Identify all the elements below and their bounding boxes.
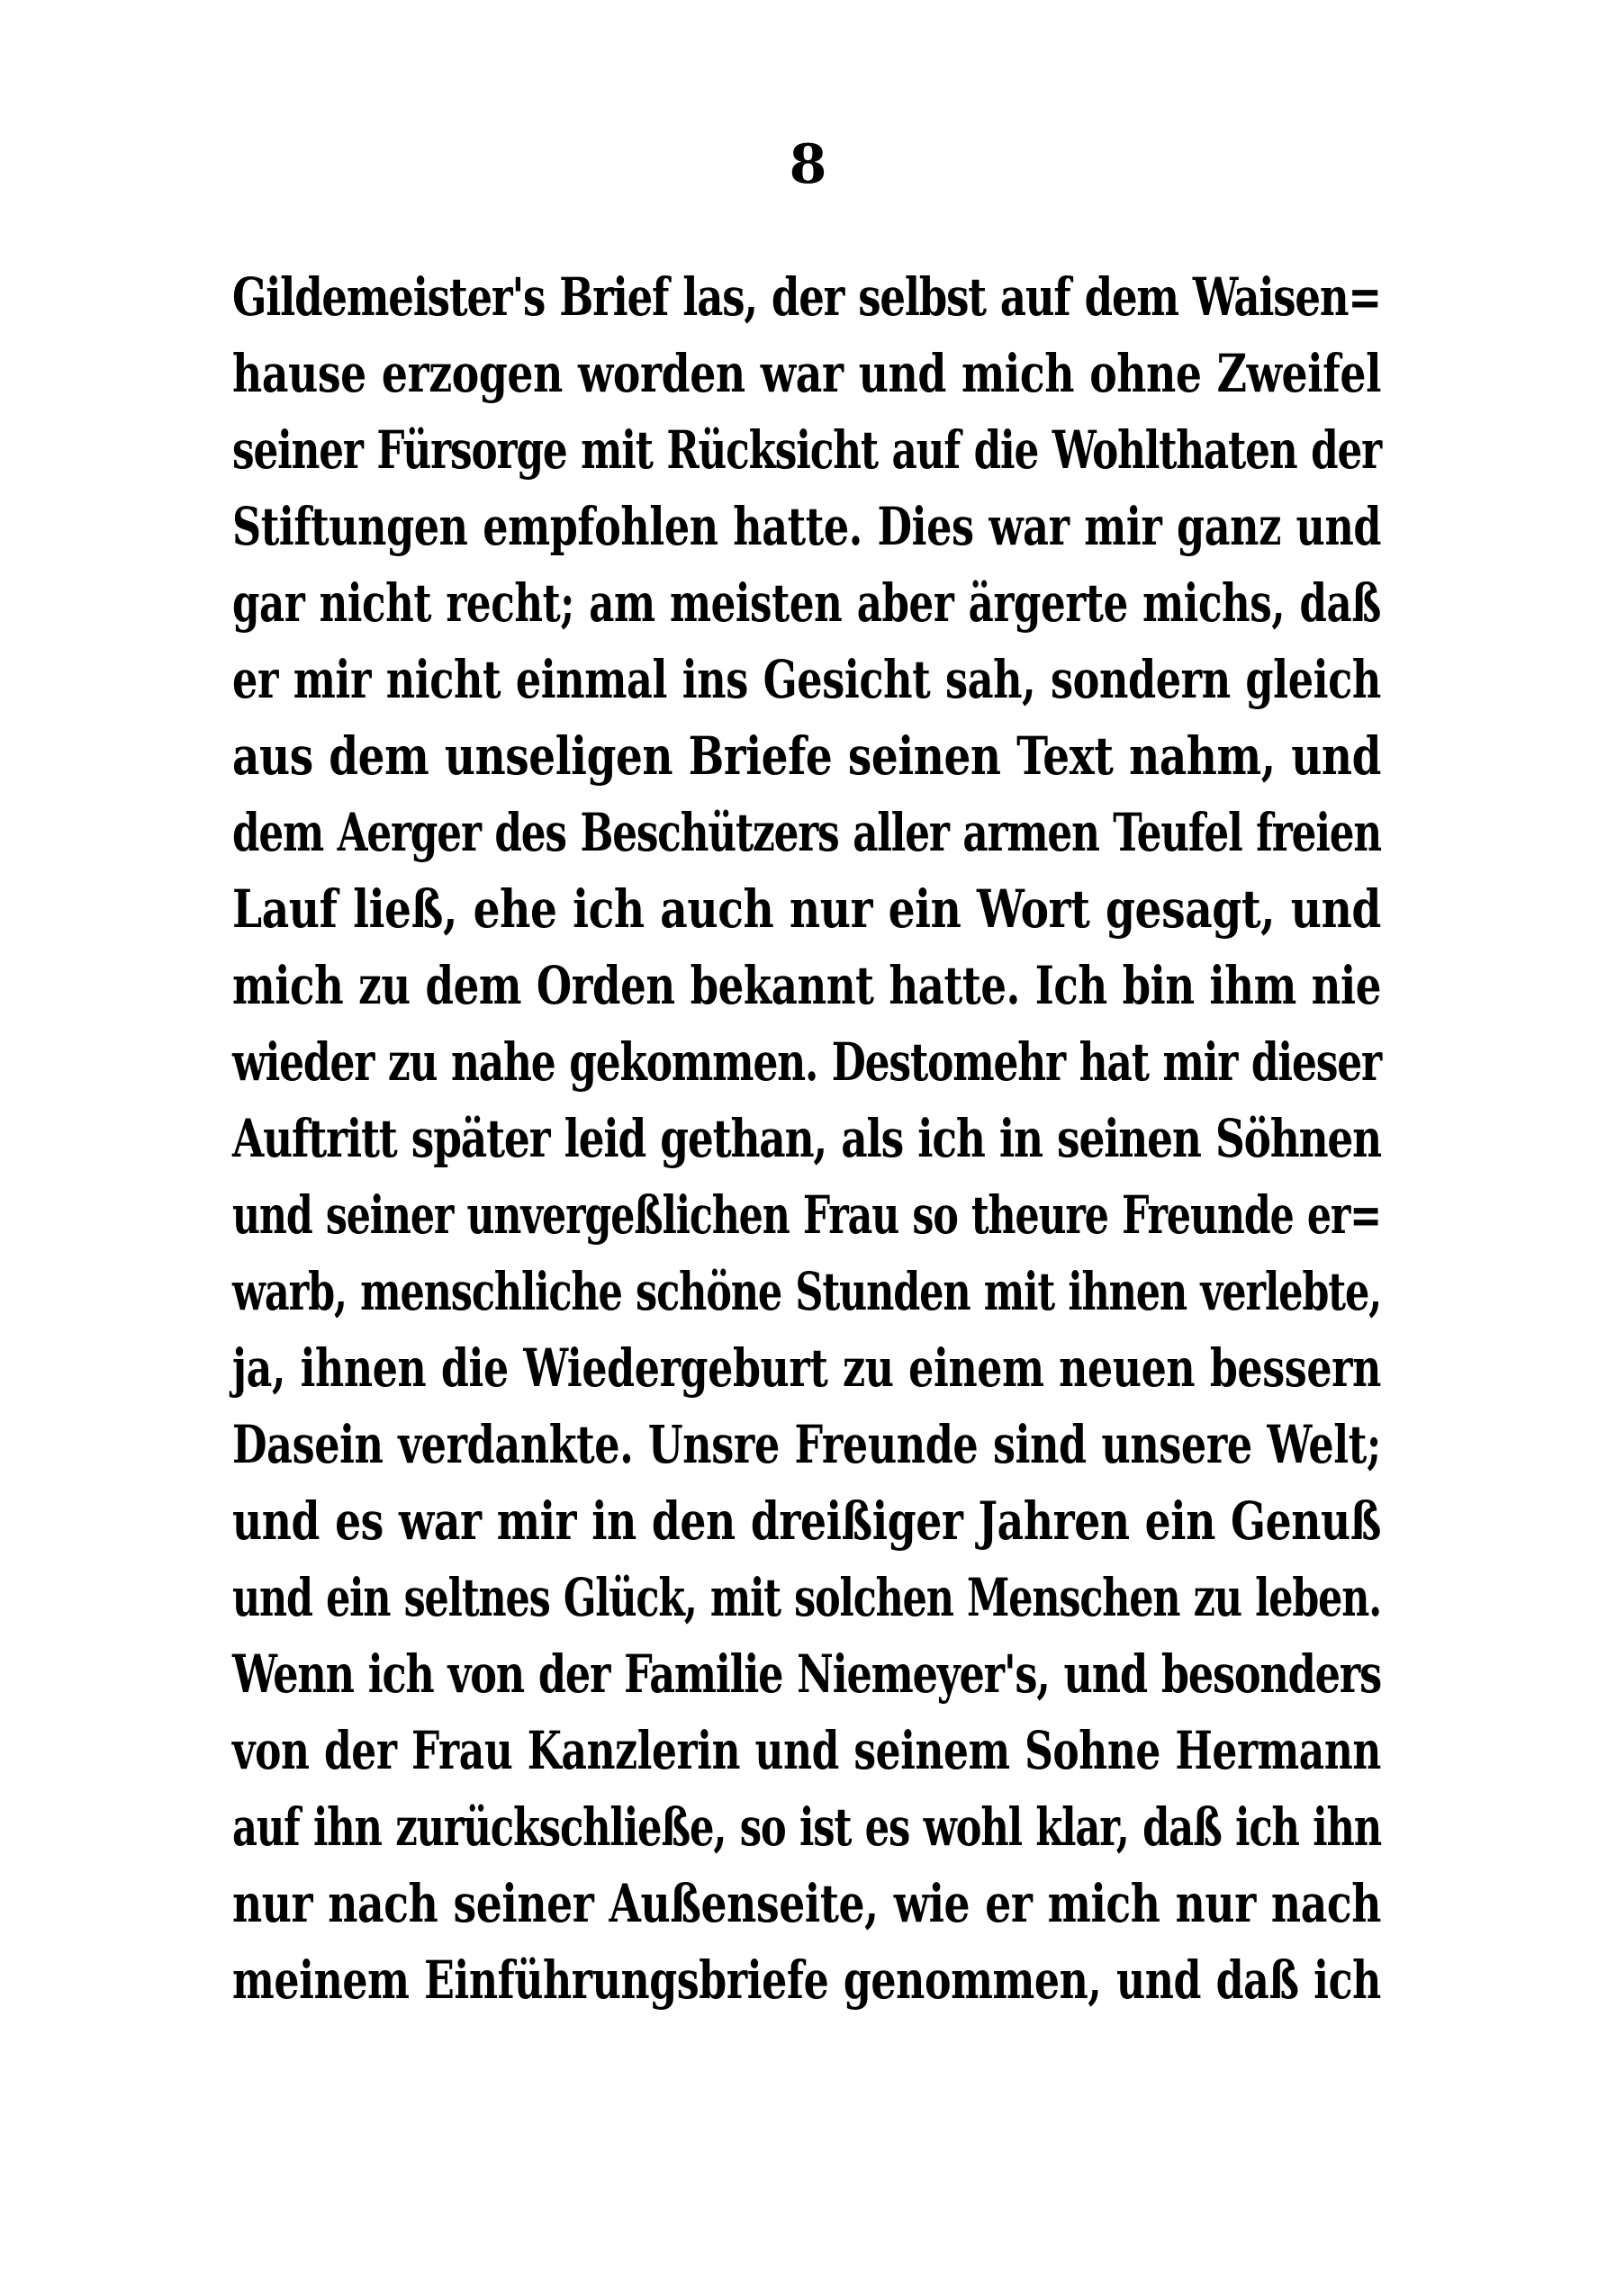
text-line: aus dem unseligen Briefe seinen Text nahm, und: [232, 725, 1382, 787]
text-line: auf ihn zurückschließe, so ist es wohl klar, daß ich ihn: [232, 1796, 1382, 1858]
text-line: seiner Fürsorge mit Rücksicht auf die Wohlthaten der: [232, 419, 1382, 481]
text-line: und ein seltnes Glück, mit solchen Menschen zu leben.: [232, 1567, 1382, 1628]
text-line: er mir nicht einmal ins Gesicht sah, sondern gleich: [232, 649, 1381, 710]
text-line: meinem Einführungsbriefe genommen, und daß ich: [232, 1949, 1381, 2011]
text-line: Wenn ich von der Familie Niemeyer's, und besonders: [232, 1643, 1382, 1705]
text-line: dem Aerger des Beschützers aller armen Teufel freien: [232, 802, 1382, 863]
text-line: mich zu dem Orden bekannt hatte. Ich bin ihm nie: [232, 955, 1381, 1016]
text-line: warb, menschliche schöne Stunden mit ihnen verlebte,: [232, 1261, 1382, 1322]
text-line: und es war mir in den dreißiger Jahren ein Genuß: [232, 1490, 1381, 1552]
text-line: gar nicht recht; am meisten aber ärgerte michs, daß: [232, 572, 1381, 634]
text-line: hause erzogen worden war und mich ohne Zweifel: [232, 343, 1382, 404]
page-number: 8: [789, 133, 827, 196]
text-line: Dasein verdankte. Unsre Freunde sind unsere Welt;: [232, 1414, 1381, 1475]
text-line: Lauf ließ, ehe ich auch nur ein Wort gesagt, und: [232, 878, 1381, 940]
text-line: ja, ihnen die Wiedergeburt zu einem neuen bessern: [232, 1337, 1381, 1399]
text-line: wieder zu nahe gekommen. Destomehr hat mir dieser: [232, 1031, 1382, 1093]
text-line: Stiftungen empfohlen hatte. Dies war mir ganz und: [232, 496, 1382, 557]
body-text: [232, 259, 1381, 2019]
text-line: Gildemeister's Brief las, der selbst auf dem Waisen=: [232, 266, 1381, 328]
text-line: von der Frau Kanzlerin und seinem Sohne Hermann: [232, 1720, 1381, 1781]
text-line: und seiner unvergeßlichen Frau so theure Freunde er=: [232, 1184, 1381, 1246]
text-line: Auftritt später leid gethan, als ich in seinen Söhnen: [232, 1108, 1382, 1169]
text-line: nur nach seiner Außenseite, wie er mich nur nach: [232, 1873, 1382, 1934]
